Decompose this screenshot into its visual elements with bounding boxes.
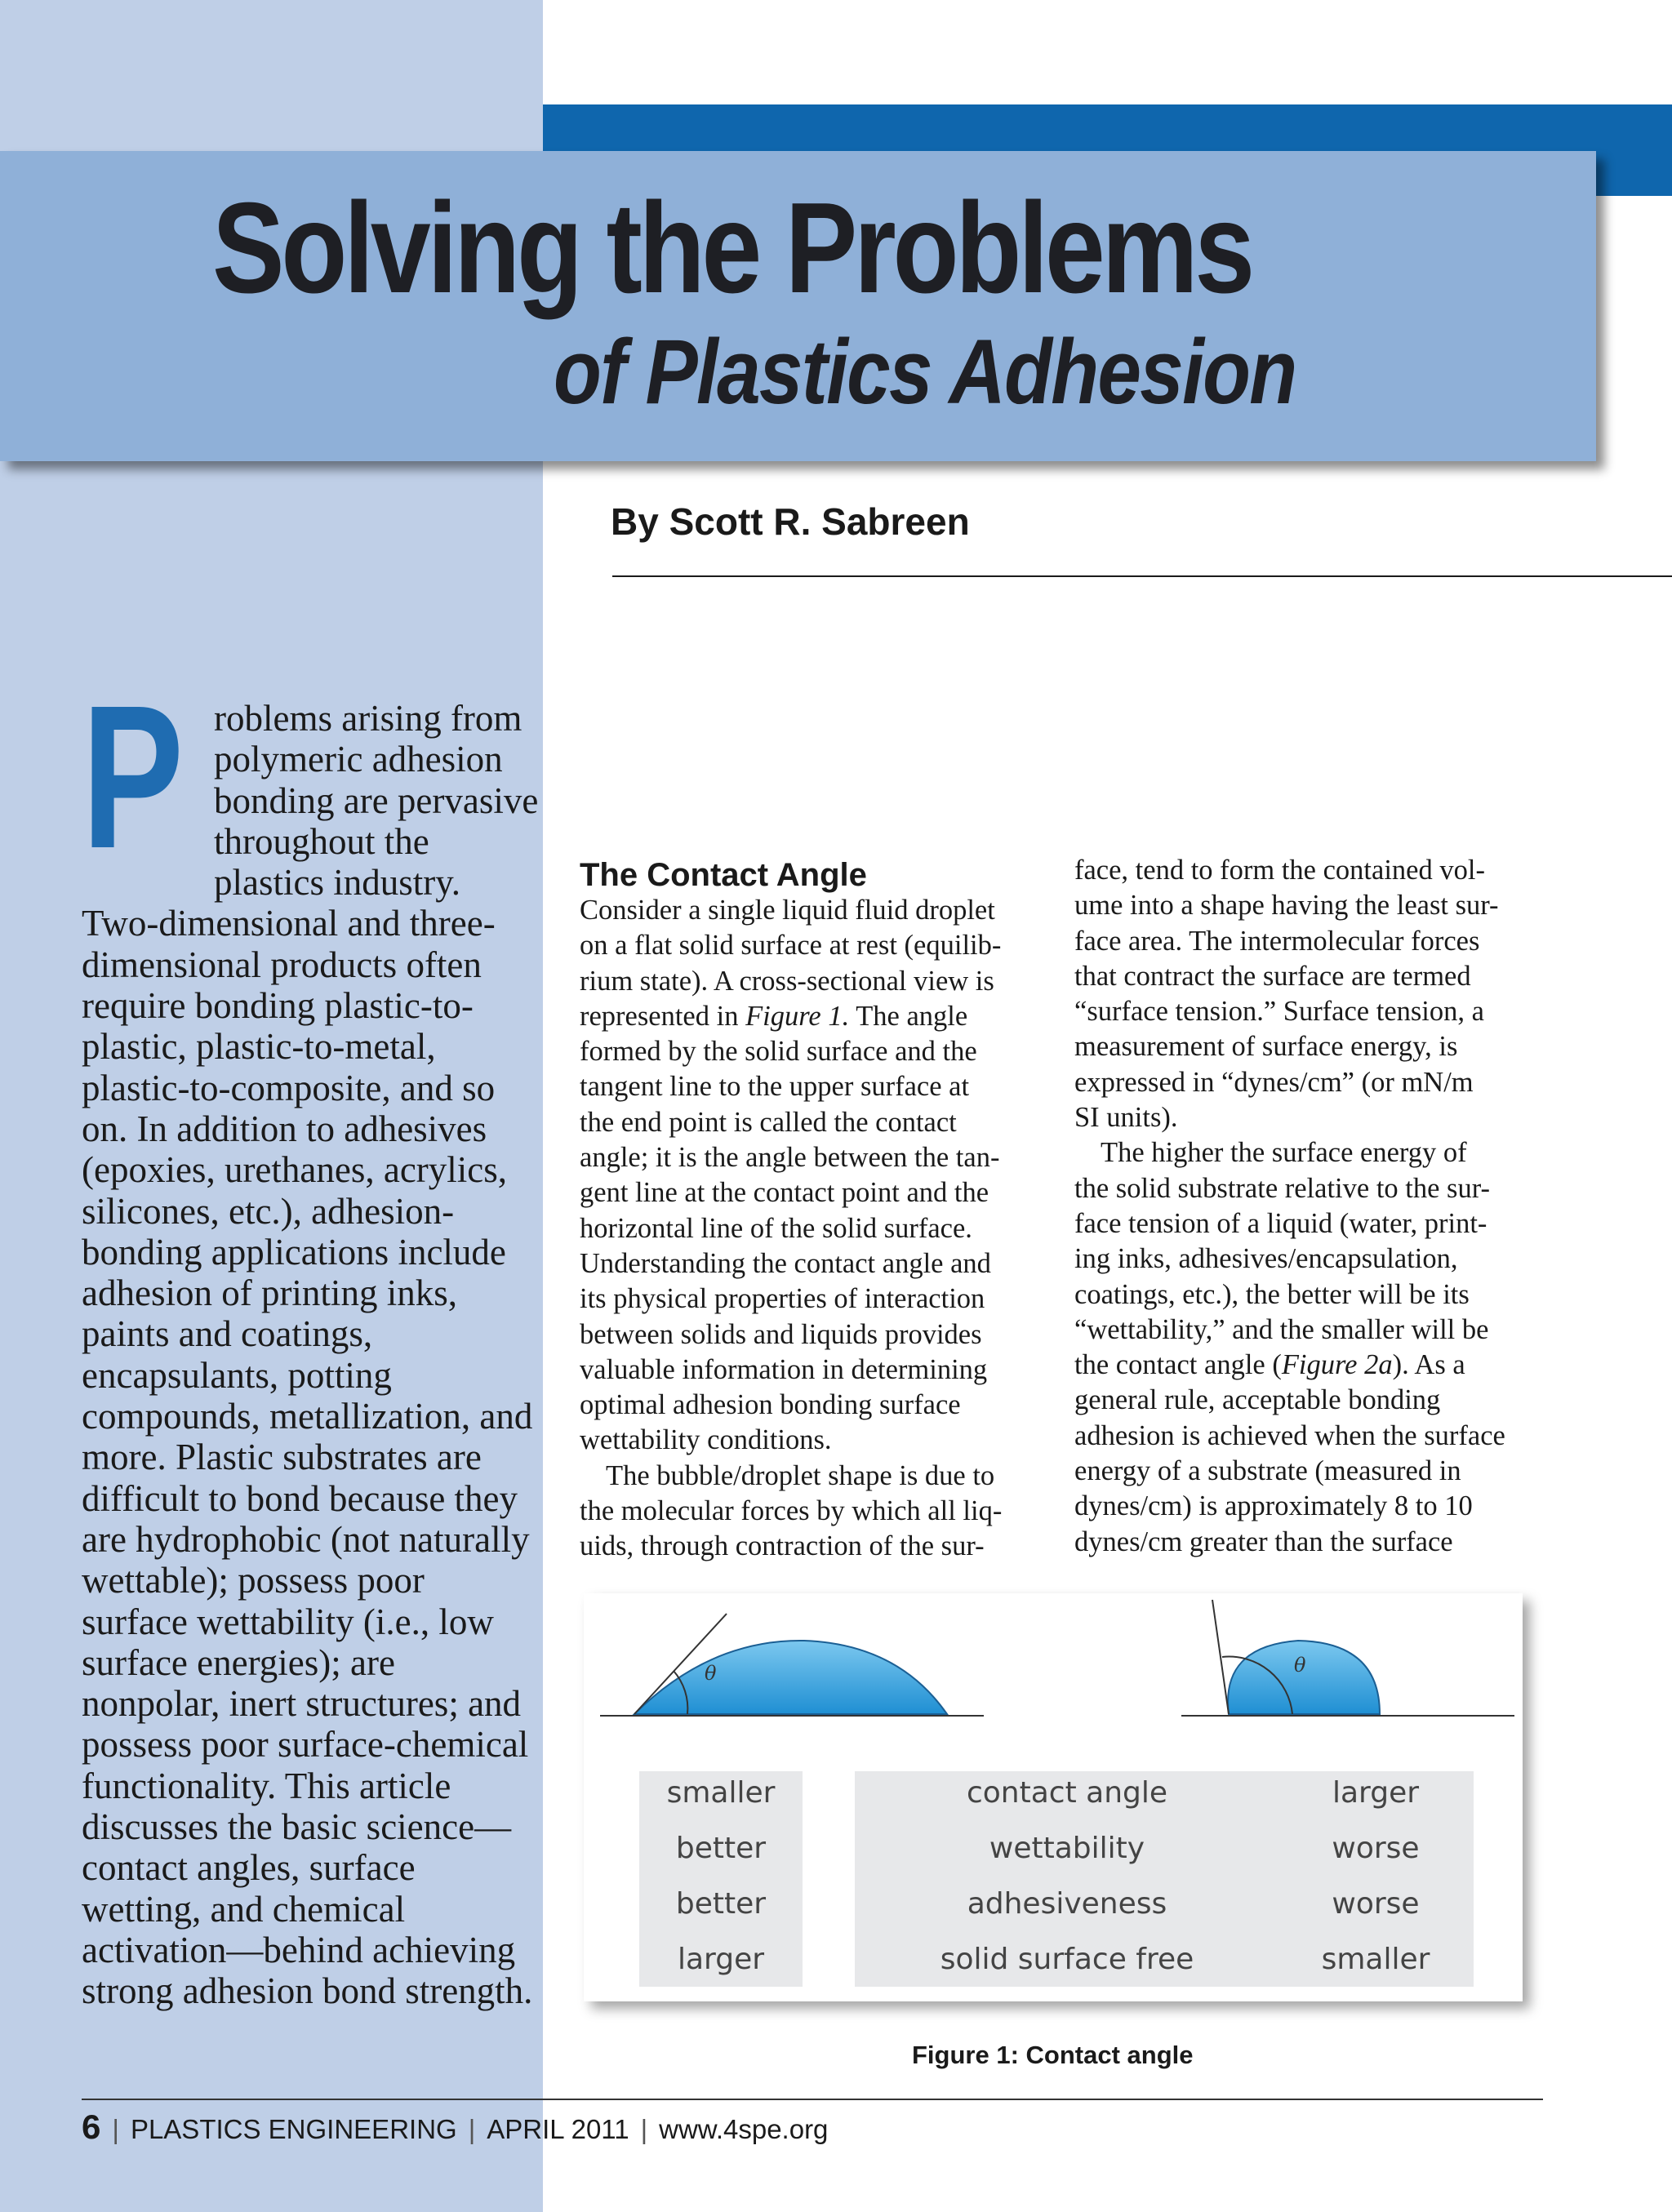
website-link[interactable]: www.4spe.org bbox=[659, 2114, 829, 2144]
figure-label: larger bbox=[1332, 1776, 1420, 1810]
intro-text: roblems arising from polymeric adhesion bonding are pervasive throughout the plastics industry. Two-dimensional and three-dimensional products often require bonding plastic-to-plastic, plastic-to-metal, plastic-to-composite, and so on. In addition to adhesives (epoxies, urethanes, acrylics, silicones, etc.), adhesion-bonding applications include adhesion of printing inks, paints and coatings, encapsulants, potting compounds, metallization, and more. Plastic substrates are difficult to bond because they are hydrophobic (not naturally wettable); possess poor surface wettability (i.e., low surface energies); are nonpolar, inert structures; and possess poor surface-chemical functionality. This article discusses the basic science—contact angles, surface wetting, and chemical activation—behind achieving strong adhesion bond strength. bbox=[82, 698, 539, 2012]
issue-date: APRIL 2011 bbox=[487, 2114, 629, 2144]
figure-label: worse bbox=[1332, 1887, 1420, 1921]
paragraph: The bubble/droplet shape is due to the molecular forces by which all liq- uids, through contraction of the sur- bbox=[580, 1459, 1003, 1562]
byline-rule bbox=[612, 575, 1672, 577]
figure-label: contact angle bbox=[966, 1776, 1168, 1810]
figure-label: smaller bbox=[1321, 1943, 1430, 1976]
paragraph: face, tend to form the contained vol- ume into a shape having the least sur- face area. The intermolecular forces that contract the surface are termed “surface tension.” Surface tension, a measurement of surface energy, is expressed in “dynes/cm” (or mN/m SI units). bbox=[1074, 855, 1499, 1134]
figure-label: adhesiveness bbox=[967, 1887, 1167, 1921]
section-heading: The Contact Angle bbox=[580, 857, 867, 893]
theta-label: θ bbox=[705, 1662, 717, 1685]
page-footer: 6 | PLASTICS ENGINEERING | APRIL 2011 | www.4spe.org bbox=[82, 2108, 829, 2146]
figure-contact-angle bbox=[584, 1593, 1523, 2001]
paragraph: Consider a single liquid fluid droplet on a flat solid surface at rest (equilib- rium state). A cross-sectional view is represented in Figure 1. The angle formed by the solid surface and the tangent line to the upper surface at the end point is called the contact angle; it is the angle between the tan- gent line at the contact point and the horizontal line of the solid surface. Understanding the contact angle and its physical properties of interaction between solids and liquids provides valuable information in determining optimal adhesion bonding surface wettability conditions. bbox=[580, 895, 1002, 1456]
figure-reference: Figure 2a bbox=[1281, 1349, 1393, 1381]
low-contact-angle-droplet bbox=[600, 1614, 984, 1716]
figure-label: better bbox=[675, 1887, 767, 1921]
intro-paragraph bbox=[82, 663, 539, 2012]
magazine-name: PLASTICS ENGINEERING bbox=[130, 2114, 457, 2144]
footer-rule bbox=[82, 2099, 1543, 2100]
page-number: 6 bbox=[82, 2108, 101, 2146]
byline: By Scott R. Sabreen bbox=[611, 500, 970, 543]
theta-label: θ bbox=[1294, 1654, 1306, 1677]
figure-reference: Figure 1. bbox=[745, 1000, 850, 1032]
drop-cap: P bbox=[82, 663, 185, 891]
figure-label: wettability bbox=[989, 1832, 1145, 1865]
article-title: Solving the Problems bbox=[212, 176, 1252, 320]
figure-label: solid surface free bbox=[940, 1943, 1194, 1976]
figure-label: worse bbox=[1332, 1832, 1420, 1865]
body-column-2 bbox=[1074, 853, 1548, 1560]
figure-caption: Figure 1: Contact angle bbox=[912, 2041, 1194, 2069]
paragraph: The higher the surface energy of the solid substrate relative to the sur- face tension of a liquid (water, print- ing inks, adhesives/encapsulation, coatings, etc.), the better will be its “wettability,” and the smaller will be the contact angle (Figure 2a). As a general rule, acceptable bonding adhesion is achieved when the surface energy of a substrate (measured in dynes/cm) is approximately 8 to 10 dynes/cm greater than the surface bbox=[1074, 1137, 1505, 1557]
figure-label: better bbox=[675, 1832, 767, 1865]
droplet-diagram bbox=[584, 1593, 1523, 1769]
article-subtitle: of Plastics Adhesion bbox=[554, 321, 1296, 423]
figure-label: larger bbox=[677, 1943, 765, 1976]
figure-label: smaller bbox=[666, 1776, 776, 1810]
body-column-1 bbox=[580, 857, 1037, 1565]
high-contact-angle-droplet bbox=[1181, 1600, 1514, 1716]
